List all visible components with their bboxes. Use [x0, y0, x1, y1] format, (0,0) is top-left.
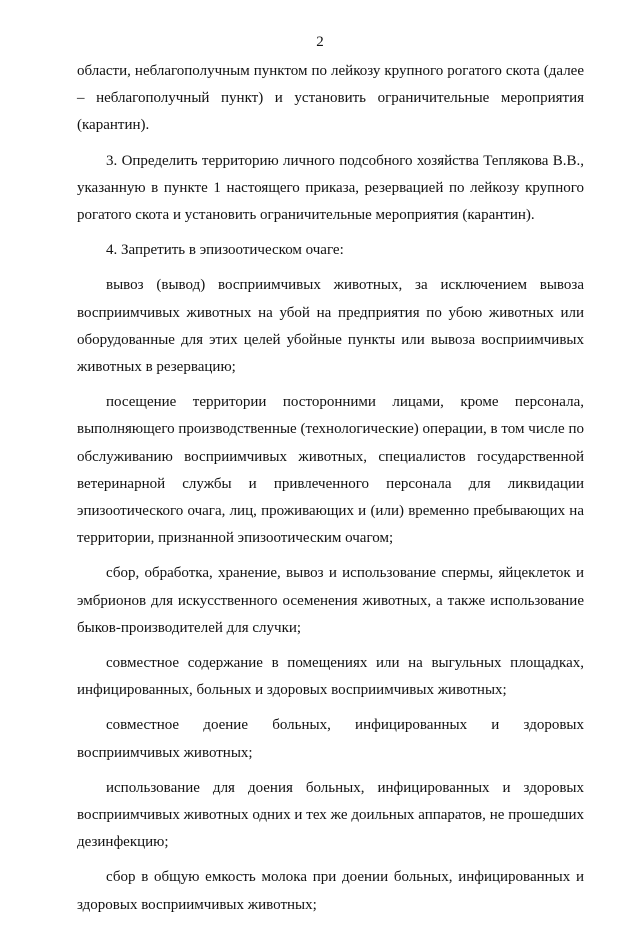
document-body — [77, 58, 584, 927]
paragraph: области, неблагополучным пунктом по лейкозу крупного рогатого скота (далее – неблагополучный пункт) и установить ограничительные мероприятия (карантин). — [77, 63, 584, 134]
paragraph: совместное доение больных, инфицированных и здоровых восприимчивых животных; — [77, 717, 584, 761]
page-number: 2 — [316, 34, 324, 50]
paragraph: сбор в общую емкость молока при доении больных, инфицированных и здоровых восприимчивых животных; — [77, 869, 584, 913]
paragraph: 3. Определить территорию личного подсобного хозяйства Теплякова В.В., указанную в пункте 1 настоящего приказа, резервацией по лейкозу крупного рогатого скота и установить ограничительные мероприятия (карантин). — [77, 152, 584, 224]
paragraph: 4. Запретить в эпизоотическом очаге: — [106, 242, 344, 259]
paragraph: посещение территории посторонними лицами, кроме персонала, выполняющего производственные (технологические) операции, в том числе по обслуживанию восприимчивых животных, специалистов государственной ветеринарной службы и привлеченного персонала для ликвидации эпизоотического очага, лиц, проживающих и (или) временно пребывающих на территории, признанной эпизоотическим очагом; — [77, 394, 584, 547]
paragraph: совместное содержание в помещениях или на выгульных площадках, инфицированных, больных и здоровых восприимчивых животных; — [77, 655, 584, 699]
paragraph: вывоз (вывод) восприимчивых животных, за исключением вывоза восприимчивых животных на убой на предприятия по убою животных или оборудованные для этих целей убойные пункты или вывоза восприимчивых животных в резервацию; — [77, 277, 584, 376]
paragraph: сбор, обработка, хранение, вывоз и использование спермы, яйцеклеток и эмбрионов для искусственного осеменения животных, а также использование быков-производителей для случки; — [77, 565, 584, 636]
paragraph: использование для доения больных, инфицированных и здоровых восприимчивых животных одних и тех же доильных аппаратов, не прошедших дезинфекцию; — [77, 779, 584, 851]
